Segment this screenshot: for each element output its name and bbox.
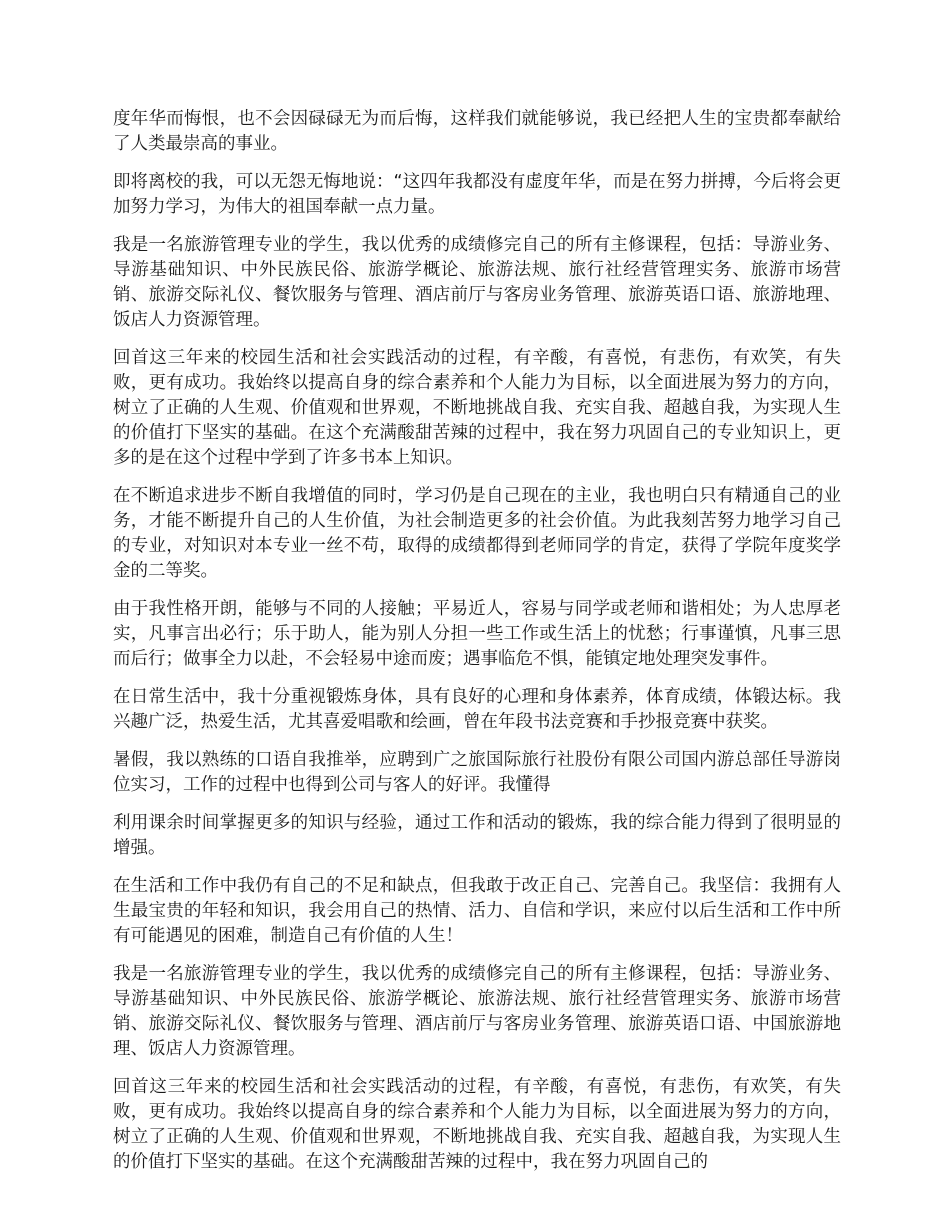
paragraph-4: 回首这三年来的校园生活和社会实践活动的过程，有辛酸，有喜悦，有悲伤，有欢笑，有失败，更有成功。我始终以提高自身的综合素养和个人能力为目标，以全面进展为努力的方向，树立了正确的人生观、价值观和世界观，不断地挑战自我、充实自我、超越自我，为实现人生的价值打下坚实的基础。在这个充满酸甜苦辣的过程中，我在努力巩固自己的专业知识上，更多的是在这个过程中学到了许多书本上知识。 bbox=[113, 348, 841, 468]
paragraph-10: 在生活和工作中我仍有自己的不足和缺点，但我敢于改正自己、完善自己。我坚信：我拥有人生最宝贵的年轻和知识，我会用自己的热情、活力、自信和学识，来应付以后生活和工作中所有可能遇见的困难，制造自己有价值的人生！ bbox=[113, 876, 841, 946]
paragraph-1: 度年华而悔恨，也不会因碌碌无为而后悔，这样我们就能够说，我已经把人生的宝贵都奉献给了人类最崇高的事业。 bbox=[113, 109, 841, 154]
paragraph-3: 我是一名旅游管理专业的学生，我以优秀的成绩修完自己的所有主修课程，包括：导游业务、导游基础知识、中外民族民俗、旅游学概论、旅游法规、旅行社经营管理实务、旅游市场营销、旅游交际礼仪、餐饮服务与管理、酒店前厅与客房业务管理、旅游英语口语、旅游地理、饭店人力资源管理。 bbox=[113, 235, 841, 330]
paragraph-5: 在不断追求进步不断自我增值的同时，学习仍是自己现在的主业，我也明白只有精通自己的业务，才能不断提升自己的人生价值，为社会制造更多的社会价值。为此我刻苦努力地学习自己的专业，对知识对本专业一丝不苟，取得的成绩都得到老师同学的肯定，获得了学院年度奖学金的二等奖。 bbox=[113, 486, 841, 581]
paragraph-6: 由于我性格开朗，能够与不同的人接触；平易近人，容易与同学或老师和谐相处；为人忠厚老实，凡事言出必行；乐于助人，能为别人分担一些工作或生活上的忧愁；行事谨慎，凡事三思而后行；做事全力以赴，不会轻易中途而废；遇事临危不惧，能镇定地处理突发事件。 bbox=[113, 599, 841, 669]
paragraph-2: 即将离校的我，可以无怨无悔地说：“这四年我都没有虚度年华，而是在努力拼搏，今后将会更加努力学习，为伟大的祖国奉献一点力量。 bbox=[113, 172, 841, 217]
paragraph-12: 回首这三年来的校园生活和社会实践活动的过程，有辛酸，有喜悦，有悲伤，有欢笑，有失败，更有成功。我始终以提高自身的综合素养和个人能力为目标，以全面进展为努力的方向，树立了正确的人生观、价值观和世界观，不断地挑战自我、充实自我、超越自我，为实现人生的价值打下坚实的基础。在这个充满酸甜苦辣的过程中，我在努力巩固自己的 bbox=[113, 1077, 841, 1172]
document-page bbox=[113, 107, 841, 1188]
paragraph-8: 暑假，我以熟练的口语自我推举，应聘到广之旅国际旅行社股份有限公司国内游总部任导游岗位实习，工作的过程中也得到公司与客人的好评。我懂得 bbox=[113, 750, 841, 795]
paragraph-11: 我是一名旅游管理专业的学生，我以优秀的成绩修完自己的所有主修课程，包括：导游业务、导游基础知识、中外民族民俗、旅游学概论、旅游法规、旅行社经营管理实务、旅游市场营销、旅游交际礼仪、餐饮服务与管理、酒店前厅与客房业务管理、旅游英语口语、中国旅游地理、饭店人力资源管理。 bbox=[113, 964, 841, 1059]
paragraph-9: 利用课余时间掌握更多的知识与经验，通过工作和活动的锻炼，我的综合能力得到了很明显的增强。 bbox=[113, 813, 841, 858]
paragraph-7: 在日常生活中，我十分重视锻炼身体，具有良好的心理和身体素养，体育成绩，体锻达标。我兴趣广泛，热爱生活，尤其喜爱唱歌和绘画，曾在年段书法竞赛和手抄报竞赛中获奖。 bbox=[113, 687, 841, 732]
